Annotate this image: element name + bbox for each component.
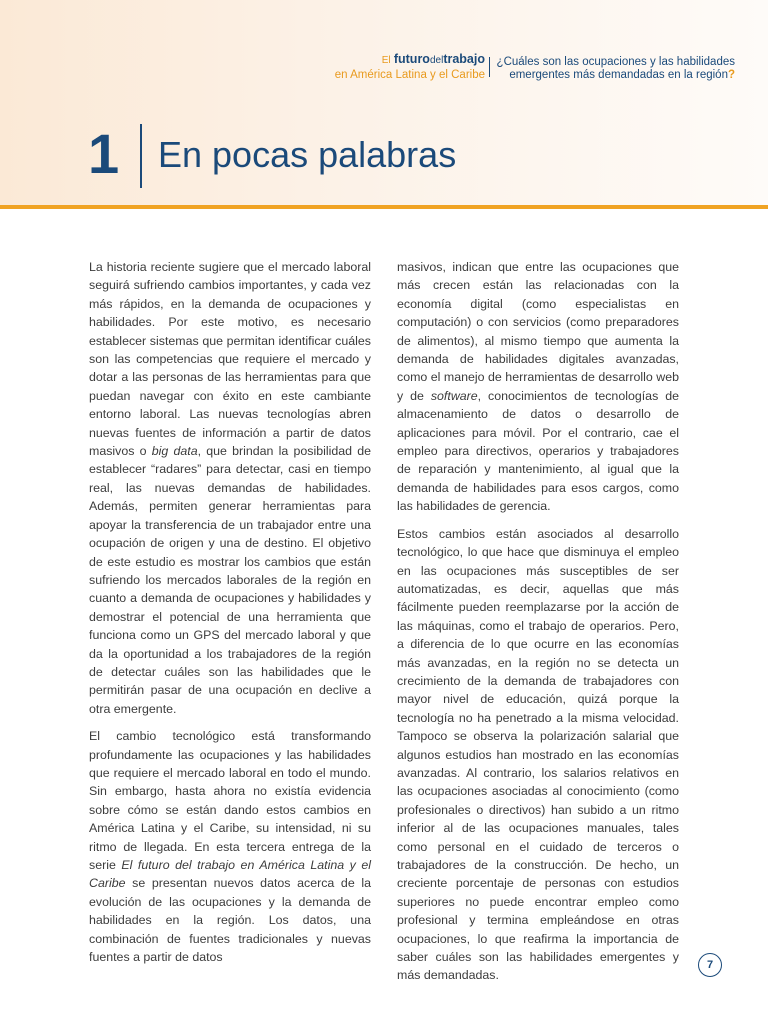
chapter-number: 1 — [88, 122, 120, 185]
page-number: 7 — [698, 953, 722, 977]
italic-term: big data — [151, 444, 198, 459]
series-question-text: ¿Cuáles son las ocupaciones y las habilidades emergentes más demandadas en la región — [496, 56, 735, 81]
header-divider — [489, 57, 490, 77]
paragraph — [89, 258, 371, 718]
text-run: , que brindan la posibilidad de establecer “radares” para detectar, casi en tiempo real, las nuevas demandas de habilidades. Además, permiten generar herramientas para apoyar la transferencia de un trabajador entre una ocupación de origen y una de destino. El objetivo de este estudio es mostrar los cambios que están sufriendo los mercados laborales de la región en cuanto a demanda de ocupaciones y habilidades y demostrar el potencial de una herramienta que funciona como un GPS del mercado laboral y que da la oportunidad a los trabajadores de la región de detectar cuáles son las habilidades que le permitirán pasar de una ocupación en declive a otra emergente. — [89, 444, 372, 716]
series-futuro: futuro — [393, 52, 430, 66]
header-rule — [0, 205, 768, 209]
series-question-mark: ? — [727, 69, 735, 81]
series-title-line2: en América Latina y el Caribe — [334, 69, 485, 81]
text-run: La historia reciente sugiere que el mercado laboral seguirá sufriendo cambios importantes, y cada vez más rápidos, en la demanda de ocupaciones y habilidades. Por este motivo, es necesario establecer sistemas que permitan identificar cuáles son las competencias que requiere el mercado y dotar a las personas de las herramientas para que puedan navegar con éxito en este cambiante entorno laboral. Las nuevas tecnologías abren nuevas fuentes de información a partir de datos masivos o — [89, 260, 371, 459]
paragraph — [397, 258, 679, 516]
series-title-line1 — [335, 52, 485, 68]
series-prefix: El — [381, 55, 391, 66]
chapter-divider — [140, 124, 142, 188]
series-trabajo: trabajo — [443, 52, 485, 66]
body-column-right — [397, 258, 679, 985]
chapter-title: En pocas palabras — [158, 134, 457, 175]
text-run: se presentan nuevos datos acerca de la evolución de las ocupaciones y la demanda de habilidades en la región. Los datos, una combinación de fuentes tradicionales y nuevas fuentes a partir de datos — [89, 876, 371, 965]
paragraph: Estos cambios están asociados al desarrollo tecnológico, lo que hace que disminuya el empleo en las ocupaciones más susceptibles de ser automatizadas, es decir, aquellas que más fácilmente pueden reemplazarse por la acción de las máquinas, como el trabajo de operarios. Pero, a diferencia de lo que ocurre en las economías más avanzadas, en la región no se detecta un crecimiento de la demanda de trabajadores con mayor nivel de educación, quizá porque la tecnología no ha penetrado a la misma velocidad. Tampoco se observa la polarización salarial que algunos estudios han mostrado en las economías avanzadas. Al contrario, los salarios relativos en las ocupaciones asociadas al conocimiento (como profesionales o directivos) han subido a un ritmo inferior al de las ocupaciones manuales, tales como personal en el cuidado de terceros o trabajadores de la construcción. De hecho, un creciente porcentaje de personas con estudios superiores no puede encontrar empleo como profesional y termina empleándose en otras ocupaciones, lo que reafirma la importancia de saber cuáles son las habilidades emergentes y más demandadas. — [397, 526, 679, 983]
paragraph — [89, 727, 371, 966]
series-question — [495, 56, 735, 82]
series-title — [335, 52, 485, 82]
body-column-left — [89, 258, 371, 966]
series-del: del — [429, 55, 444, 66]
text-run: masivos, indican que entre las ocupaciones que más crecen están las relacionadas con la economía digital (como especialistas en computación) o con servicios (como preparadores de alimentos), al mismo tiempo que aumenta la demanda de habilidades digitales avanzadas, como el manejo de herramientas de desarrollo web y de — [397, 260, 679, 403]
text-run: El cambio tecnológico está transformando profundamente las ocupaciones y las habilidades que requiere el mercado laboral en todo el mundo. Sin embargo, hasta ahora no existía evidencia sobre cómo se están dando estos cambios en América Latina y el Caribe, su intensidad, ni su ritmo de llegada. En esta tercera entrega de la serie — [89, 729, 371, 872]
italic-term: software — [430, 388, 478, 403]
italic-series-title: El futuro del trabajo en América Latina y el Caribe — [89, 858, 371, 891]
text-run: , conocimientos de tecnologías de almacenamiento de datos o desarrollo de aplicaciones para móvil. Por el contrario, cae el empleo para directivos, operarios y trabajadores de reparación y mantenimiento, al igual que la demanda de habilidades para esos cargos, como las habilidades de gerencia. — [397, 388, 679, 514]
